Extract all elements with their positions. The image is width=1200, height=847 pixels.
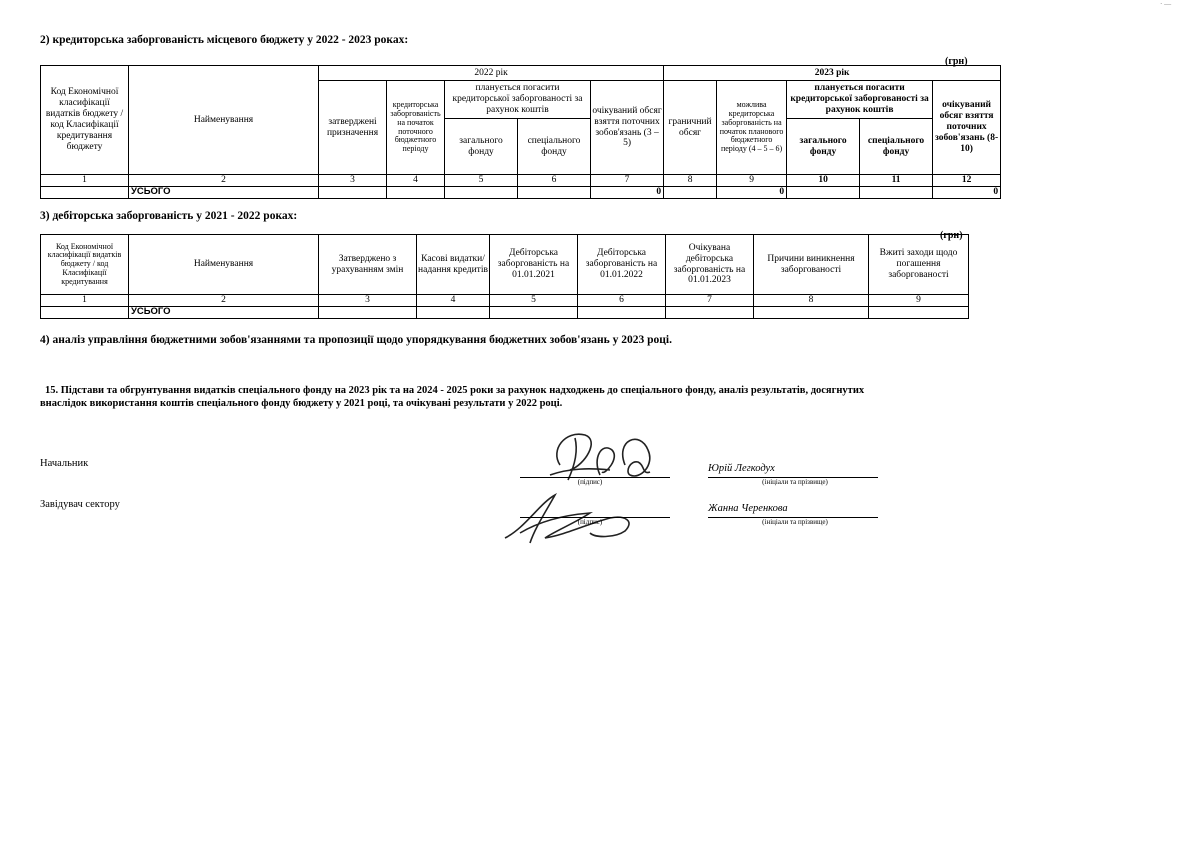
col-number: 2: [129, 295, 319, 307]
receivables-table: [40, 234, 969, 319]
hdr-year-2022: 2022 рік: [319, 66, 664, 81]
head-signature-caption: (підпис): [577, 478, 603, 486]
total-cell: [754, 306, 869, 318]
hdr-year-2023: 2023 рік: [664, 66, 1001, 81]
hdr-approved: затверджені призначення: [319, 81, 387, 175]
head-name: Юрій Легкодух: [708, 463, 775, 474]
hdr-special-fund-2023: спеціального фонду: [860, 119, 933, 175]
total-cell: [578, 306, 666, 318]
col-number: 12: [933, 175, 1001, 187]
col-number: 9: [869, 295, 969, 307]
col-number: 8: [754, 295, 869, 307]
col-number: 4: [387, 175, 445, 187]
total-cell: [41, 186, 129, 198]
hdr-cash: Касові видатки/ надання кредитів: [417, 235, 490, 295]
total-cell: [417, 306, 490, 318]
total-cell: [490, 306, 578, 318]
total-cell: [666, 306, 754, 318]
hdr-name: Найменування: [129, 66, 319, 175]
col-number: 7: [666, 295, 754, 307]
hdr-general-fund: загального фонду: [445, 119, 518, 175]
col-number: 1: [41, 175, 129, 187]
hdr-code: Код Економічної класифікації видатків бюджету / код Класифікації кредитування бюджету: [41, 66, 129, 175]
total-cell: [860, 186, 933, 198]
payables-table: [40, 65, 1001, 199]
sector-name: Жанна Черенкова: [708, 503, 788, 514]
hdr-special-fund: спеціального фонду: [518, 119, 591, 175]
head-name-caption: (ініціали та прізвище): [762, 478, 828, 486]
hdr-planned-2022: планується погасити кредиторської заборгованості за рахунок коштів: [445, 81, 591, 119]
head-title: Начальник: [40, 458, 89, 469]
sector-title: Завідувач сектору: [40, 499, 120, 510]
col-number: 10: [787, 175, 860, 187]
col-number: 11: [860, 175, 933, 187]
col-number: 6: [518, 175, 591, 187]
section2-unit: (грн): [945, 56, 968, 67]
sector-name-caption: (ініціали та прізвище): [762, 518, 828, 526]
hdr-planned-2023: планується погасити кредиторської заборгованості за рахунок коштів: [787, 81, 933, 119]
section3-heading: 3) дебіторська заборгованість у 2021 - 2022 роках:: [40, 210, 298, 222]
hdr-name: Найменування: [129, 235, 319, 295]
total-cell: [319, 306, 417, 318]
hdr-code: Код Економічної класифікації видатків бюджету / код Класифікації кредитування: [41, 235, 129, 295]
section15-line2: внаслідок використання коштів спеціального фонду бюджету у 2021 році, та очікувані результати у 2022 році.: [40, 398, 563, 409]
hdr-payable-start: кредиторська заборгованість на початок поточного бюджетного періоду: [387, 81, 445, 175]
hdr-general-fund-2023: загального фонду: [787, 119, 860, 175]
col-number: 5: [490, 295, 578, 307]
total-possible-2023: 0: [717, 186, 787, 198]
total-label: УСЬОГО: [129, 186, 319, 198]
total-cell: [387, 186, 445, 198]
hdr-reasons: Причини виникнення заборгованості: [754, 235, 869, 295]
col-number: 3: [319, 175, 387, 187]
section3-unit: (грн): [940, 230, 963, 241]
hdr-expected-2023: Очікувана дебіторська заборгованість на 01.01.2023: [666, 235, 754, 295]
sector-signature-caption: (підпис): [577, 518, 603, 526]
col-number: 7: [591, 175, 664, 187]
col-number: 3: [319, 295, 417, 307]
section4-heading: 4) аналіз управління бюджетними зобов'язаннями та пропозиції щодо упорядкування бюджетних зобов'язань у 2023 році.: [40, 334, 672, 346]
total-label: УСЬОГО: [129, 306, 319, 318]
col-number: 6: [578, 295, 666, 307]
total-cell: [41, 306, 129, 318]
col-number: 5: [445, 175, 518, 187]
hdr-possible-2023: можлива кредиторська заборгованість на початок планового бюджетного періоду (4 – 5 – 6): [717, 81, 787, 175]
hdr-approved: Затверджено з урахуванням змін: [319, 235, 417, 295]
section2-heading: 2) кредиторська заборгованість місцевого бюджету у 2022 - 2023 роках:: [40, 34, 409, 46]
total-expected-2023: 0: [933, 186, 1001, 198]
col-number: 4: [417, 295, 490, 307]
total-cell: [445, 186, 518, 198]
total-cell: [787, 186, 860, 198]
hdr-expected-2022: очікуваний обсяг взяття поточних зобов'язань (3 – 5): [591, 81, 664, 175]
total-row: [41, 186, 1001, 198]
col-number: 9: [717, 175, 787, 187]
total-cell: [518, 186, 591, 198]
total-row: [41, 306, 969, 318]
col-number: 8: [664, 175, 717, 187]
section15-line1: 15. Підстави та обгрунтування видатків спеціального фонду на 2023 рік та на 2024 - 2025 роки за рахунок надходжень до спеціального фонду, аналіз результатів, досягнутих: [45, 385, 865, 396]
hdr-limit: граничний обсяг: [664, 81, 717, 175]
scan-mark: · —: [1160, 0, 1172, 8]
col-number: 2: [129, 175, 319, 187]
total-cell: [869, 306, 969, 318]
total-cell: [664, 186, 717, 198]
col-number: 1: [41, 295, 129, 307]
hdr-receivable-2021: Дебіторська заборгованість на 01.01.2021: [490, 235, 578, 295]
hdr-expected-2023: очікуваний обсяг взяття поточних зобов'язань (8-10): [933, 81, 1001, 175]
total-cell: [319, 186, 387, 198]
total-expected-2022: 0: [591, 186, 664, 198]
hdr-receivable-2022: Дебіторська заборгованість на 01.01.2022: [578, 235, 666, 295]
hdr-measures: Вжиті заходи щодо погашення заборгованості: [869, 235, 969, 295]
